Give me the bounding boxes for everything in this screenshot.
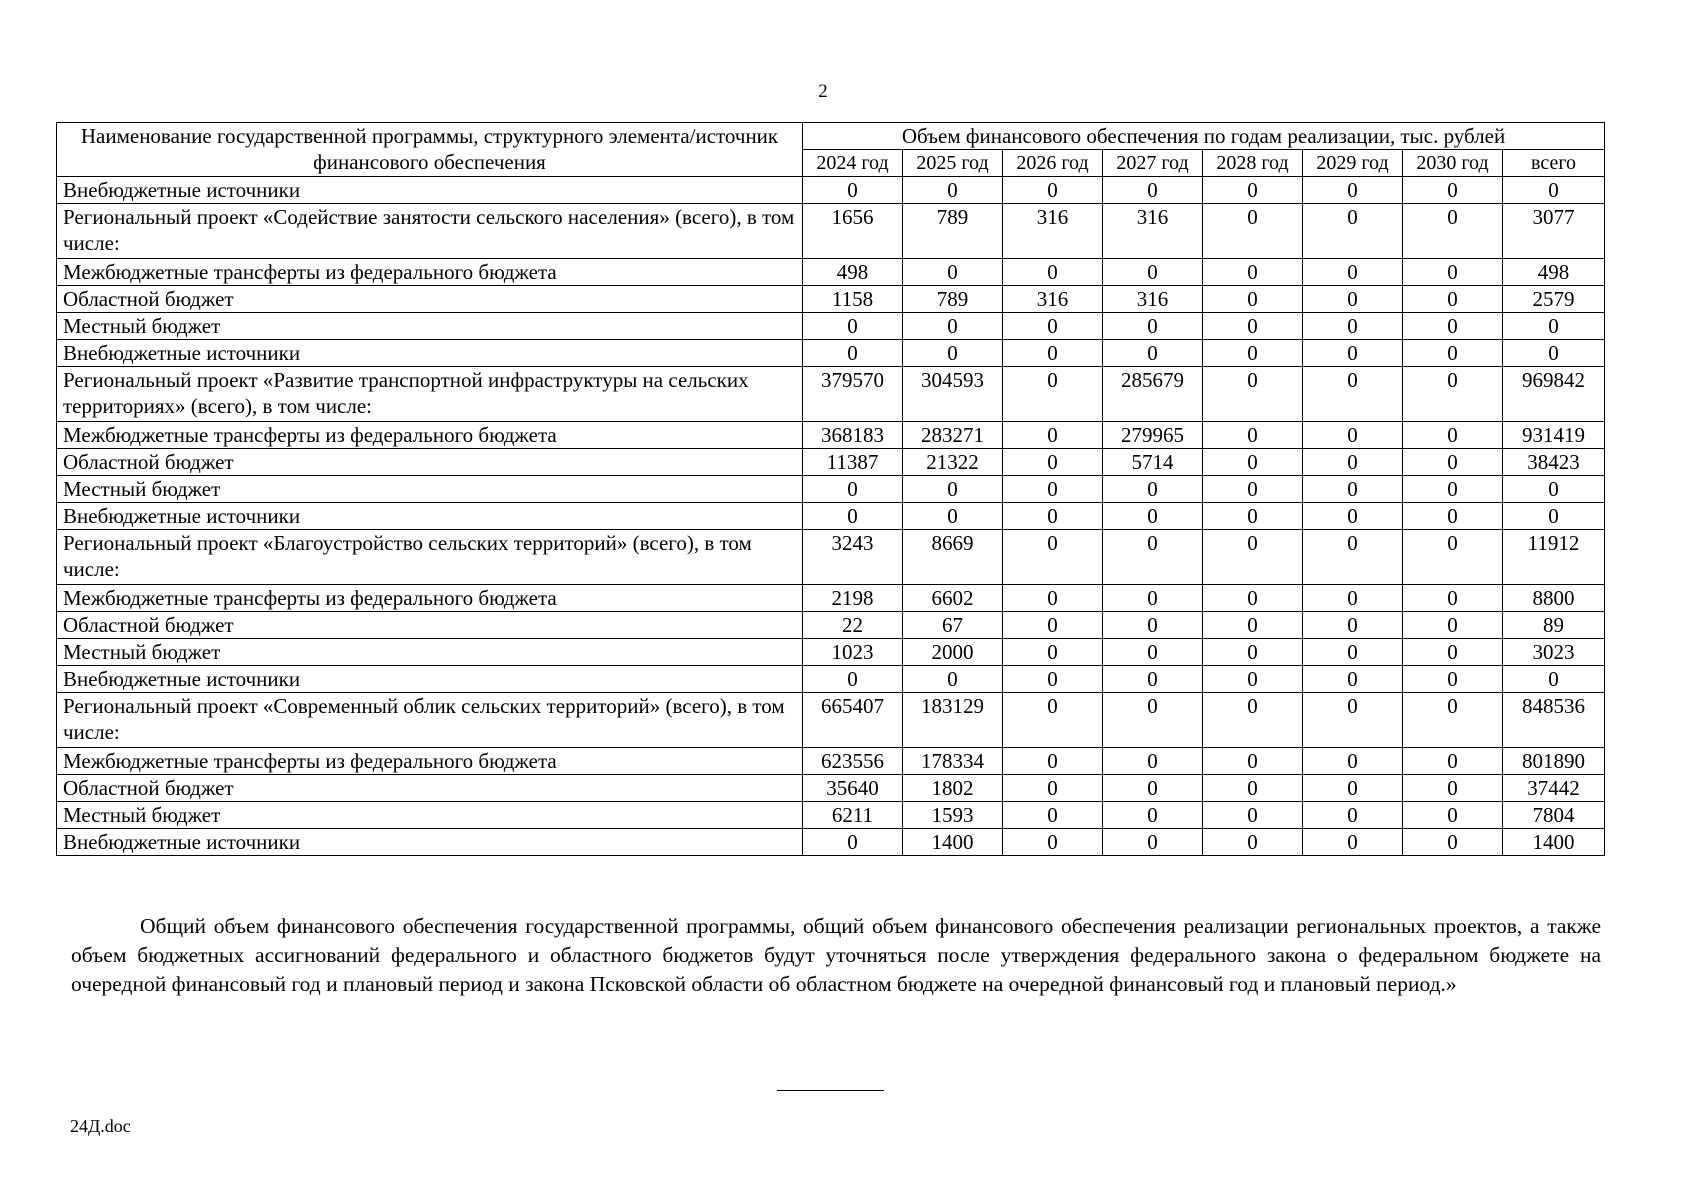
- row-value-cell: 0: [1103, 666, 1203, 693]
- row-value-cell: 1023: [803, 639, 903, 666]
- row-value-cell: 789: [903, 286, 1003, 313]
- table-row: [57, 639, 1605, 666]
- row-name-cell: Межбюджетные трансферты из федерального бюджета: [57, 259, 803, 286]
- row-value-cell: 0: [1103, 802, 1203, 829]
- row-value-cell: 0: [1303, 177, 1403, 204]
- row-value-cell: 0: [1403, 748, 1503, 775]
- table-header: [57, 123, 1605, 177]
- header-year-2030: 2030 год: [1403, 150, 1503, 177]
- row-value-cell: 316: [1103, 204, 1203, 259]
- row-value-cell: 0: [1303, 503, 1403, 530]
- row-value-cell: 0: [1203, 476, 1303, 503]
- row-value-cell: 0: [1203, 748, 1303, 775]
- header-name-column: Наименование государственной программы, структурного элемента/источник финансового обеспечения: [57, 123, 803, 177]
- row-name-cell: Внебюджетные источники: [57, 177, 803, 204]
- row-name-cell: Межбюджетные трансферты из федерального бюджета: [57, 585, 803, 612]
- financing-table: [56, 122, 1605, 856]
- row-total-cell: 3077: [1503, 204, 1605, 259]
- row-value-cell: 0: [1303, 449, 1403, 476]
- row-name-cell: Внебюджетные источники: [57, 666, 803, 693]
- row-value-cell: 35640: [803, 775, 903, 802]
- row-value-cell: 316: [1003, 286, 1103, 313]
- row-value-cell: 0: [803, 666, 903, 693]
- row-value-cell: 11387: [803, 449, 903, 476]
- row-value-cell: 0: [1303, 802, 1403, 829]
- row-value-cell: 0: [1303, 585, 1403, 612]
- row-value-cell: 6211: [803, 802, 903, 829]
- row-value-cell: 6602: [903, 585, 1003, 612]
- row-value-cell: 67: [903, 612, 1003, 639]
- row-value-cell: 0: [1303, 748, 1403, 775]
- row-value-cell: 0: [1003, 612, 1103, 639]
- table-row: [57, 693, 1605, 748]
- header-year-2027: 2027 год: [1103, 150, 1203, 177]
- table-row: [57, 340, 1605, 367]
- row-value-cell: 0: [1303, 422, 1403, 449]
- row-value-cell: 0: [1303, 367, 1403, 422]
- row-value-cell: 279965: [1103, 422, 1203, 449]
- separator-line: [777, 1090, 884, 1091]
- row-value-cell: 178334: [903, 748, 1003, 775]
- row-value-cell: 0: [803, 503, 903, 530]
- concluding-note: Общий объем финансового обеспечения государственной программы, общий объем финансового обеспечения реализации региональных проектов, а также объем бюджетных ассигнований федерального и областного бюджетов будут уточняться после утверждения федерального закона о федеральном бюджете на очередной финансовый год и плановый период и закона Псковской области об областном бюджете на очередной финансовый год и плановый период.»: [71, 914, 1601, 996]
- row-value-cell: 0: [1403, 476, 1503, 503]
- row-value-cell: 0: [1003, 503, 1103, 530]
- row-value-cell: 0: [1103, 693, 1203, 748]
- header-year-2024: 2024 год: [803, 150, 903, 177]
- row-value-cell: 0: [1403, 422, 1503, 449]
- row-value-cell: 0: [1203, 666, 1303, 693]
- row-value-cell: 0: [1403, 639, 1503, 666]
- row-value-cell: 1400: [903, 829, 1003, 856]
- table-body: [57, 177, 1605, 856]
- row-value-cell: 1656: [803, 204, 903, 259]
- row-total-cell: 0: [1503, 340, 1605, 367]
- row-value-cell: 0: [1403, 340, 1503, 367]
- row-value-cell: 0: [803, 340, 903, 367]
- row-value-cell: 304593: [903, 367, 1003, 422]
- table-row: [57, 829, 1605, 856]
- row-value-cell: 0: [1403, 367, 1503, 422]
- row-value-cell: 8669: [903, 530, 1003, 585]
- row-value-cell: 1802: [903, 775, 1003, 802]
- row-name-cell: Внебюджетные источники: [57, 340, 803, 367]
- row-value-cell: 0: [1203, 802, 1303, 829]
- row-value-cell: 0: [1103, 177, 1203, 204]
- table-row: [57, 422, 1605, 449]
- row-name-cell: Межбюджетные трансферты из федерального бюджета: [57, 422, 803, 449]
- row-value-cell: 0: [803, 313, 903, 340]
- row-value-cell: 0: [903, 503, 1003, 530]
- table-row: [57, 585, 1605, 612]
- header-total: всего: [1503, 150, 1605, 177]
- row-value-cell: 1158: [803, 286, 903, 313]
- row-value-cell: 0: [1203, 530, 1303, 585]
- row-value-cell: 665407: [803, 693, 903, 748]
- row-value-cell: 0: [1003, 530, 1103, 585]
- row-name-cell: Межбюджетные трансферты из федерального бюджета: [57, 748, 803, 775]
- header-volume-group: Объем финансового обеспечения по годам реализации, тыс. рублей: [803, 123, 1605, 150]
- row-value-cell: 0: [1303, 639, 1403, 666]
- row-value-cell: 368183: [803, 422, 903, 449]
- row-value-cell: 0: [1103, 612, 1203, 639]
- row-value-cell: 0: [903, 476, 1003, 503]
- row-total-cell: 801890: [1503, 748, 1605, 775]
- row-name-cell: Областной бюджет: [57, 449, 803, 476]
- row-value-cell: 0: [1303, 693, 1403, 748]
- table-row: [57, 204, 1605, 259]
- row-value-cell: 0: [1403, 585, 1503, 612]
- row-value-cell: 0: [1403, 503, 1503, 530]
- row-value-cell: 0: [1003, 802, 1103, 829]
- row-value-cell: 0: [903, 666, 1003, 693]
- row-total-cell: 848536: [1503, 693, 1605, 748]
- row-value-cell: 0: [1303, 286, 1403, 313]
- row-value-cell: 0: [1103, 259, 1203, 286]
- row-value-cell: 0: [803, 829, 903, 856]
- row-value-cell: 0: [903, 313, 1003, 340]
- row-total-cell: 1400: [1503, 829, 1605, 856]
- row-value-cell: 0: [1103, 313, 1203, 340]
- row-value-cell: 0: [1003, 367, 1103, 422]
- header-year-2025: 2025 год: [903, 150, 1003, 177]
- row-value-cell: 0: [1103, 530, 1203, 585]
- table-row: [57, 286, 1605, 313]
- row-name-cell: Местный бюджет: [57, 476, 803, 503]
- row-value-cell: 0: [1203, 259, 1303, 286]
- row-value-cell: 183129: [903, 693, 1003, 748]
- row-value-cell: 1593: [903, 802, 1003, 829]
- row-name-cell: Внебюджетные источники: [57, 503, 803, 530]
- row-value-cell: 0: [1403, 177, 1503, 204]
- row-value-cell: 789: [903, 204, 1003, 259]
- row-total-cell: 38423: [1503, 449, 1605, 476]
- row-name-cell: Региональный проект «Содействие занятости сельского населения» (всего), в том числе:: [57, 204, 803, 259]
- row-value-cell: 623556: [803, 748, 903, 775]
- row-total-cell: 11912: [1503, 530, 1605, 585]
- row-value-cell: 0: [1303, 259, 1403, 286]
- row-value-cell: 0: [1303, 612, 1403, 639]
- row-value-cell: 0: [1303, 476, 1403, 503]
- row-value-cell: 0: [1203, 585, 1303, 612]
- row-value-cell: 0: [1403, 313, 1503, 340]
- row-value-cell: 0: [1403, 530, 1503, 585]
- row-value-cell: 0: [1003, 340, 1103, 367]
- row-value-cell: 0: [1103, 748, 1203, 775]
- row-value-cell: 0: [1003, 449, 1103, 476]
- table-row: [57, 612, 1605, 639]
- row-value-cell: 285679: [1103, 367, 1203, 422]
- row-name-cell: Местный бюджет: [57, 639, 803, 666]
- row-value-cell: 0: [1403, 449, 1503, 476]
- row-name-cell: Региональный проект «Благоустройство сельских территорий» (всего), в том числе:: [57, 530, 803, 585]
- row-value-cell: 0: [1403, 775, 1503, 802]
- row-value-cell: 0: [1003, 313, 1103, 340]
- row-value-cell: 316: [1103, 286, 1203, 313]
- row-value-cell: 0: [1003, 829, 1103, 856]
- row-value-cell: 0: [1203, 639, 1303, 666]
- row-value-cell: 3243: [803, 530, 903, 585]
- row-value-cell: 0: [1003, 259, 1103, 286]
- footer-filename: 24Д.doc: [70, 1116, 131, 1136]
- row-value-cell: 0: [1203, 503, 1303, 530]
- row-value-cell: 0: [1403, 693, 1503, 748]
- row-value-cell: 0: [1203, 612, 1303, 639]
- row-value-cell: 0: [1103, 829, 1203, 856]
- row-value-cell: 0: [1003, 585, 1103, 612]
- row-value-cell: 0: [1003, 748, 1103, 775]
- row-total-cell: 0: [1503, 666, 1605, 693]
- table-row: [57, 748, 1605, 775]
- row-value-cell: 2198: [803, 585, 903, 612]
- row-total-cell: 931419: [1503, 422, 1605, 449]
- row-value-cell: 0: [1403, 802, 1503, 829]
- row-name-cell: Областной бюджет: [57, 775, 803, 802]
- row-name-cell: Внебюджетные источники: [57, 829, 803, 856]
- row-total-cell: 89: [1503, 612, 1605, 639]
- row-value-cell: 0: [1403, 612, 1503, 639]
- row-value-cell: 316: [1003, 204, 1103, 259]
- row-value-cell: 2000: [903, 639, 1003, 666]
- row-value-cell: 0: [1103, 503, 1203, 530]
- table-row: [57, 367, 1605, 422]
- row-value-cell: 0: [1403, 829, 1503, 856]
- row-value-cell: 0: [1203, 449, 1303, 476]
- table-row: [57, 449, 1605, 476]
- row-value-cell: 0: [1003, 693, 1103, 748]
- table-row: [57, 177, 1605, 204]
- row-value-cell: 0: [1403, 286, 1503, 313]
- row-value-cell: 0: [1303, 775, 1403, 802]
- table-row: [57, 476, 1605, 503]
- row-name-cell: Областной бюджет: [57, 286, 803, 313]
- table-row: [57, 530, 1605, 585]
- table-row: [57, 503, 1605, 530]
- row-value-cell: 0: [1003, 666, 1103, 693]
- row-total-cell: 0: [1503, 476, 1605, 503]
- row-value-cell: 0: [1003, 775, 1103, 802]
- row-value-cell: 0: [1303, 340, 1403, 367]
- row-total-cell: 8800: [1503, 585, 1605, 612]
- table-row: [57, 802, 1605, 829]
- table-row: [57, 775, 1605, 802]
- row-value-cell: 0: [1103, 476, 1203, 503]
- row-value-cell: 0: [1203, 775, 1303, 802]
- row-value-cell: 0: [1203, 340, 1303, 367]
- row-value-cell: 0: [903, 259, 1003, 286]
- row-value-cell: 22: [803, 612, 903, 639]
- table-row: [57, 259, 1605, 286]
- row-value-cell: 0: [1303, 313, 1403, 340]
- row-value-cell: 5714: [1103, 449, 1203, 476]
- row-value-cell: 379570: [803, 367, 903, 422]
- row-total-cell: 3023: [1503, 639, 1605, 666]
- row-value-cell: 0: [1403, 259, 1503, 286]
- row-value-cell: 0: [903, 340, 1003, 367]
- row-value-cell: 0: [1203, 313, 1303, 340]
- row-total-cell: 0: [1503, 503, 1605, 530]
- header-year-2029: 2029 год: [1303, 150, 1403, 177]
- row-value-cell: 0: [1003, 177, 1103, 204]
- row-total-cell: 37442: [1503, 775, 1605, 802]
- row-total-cell: 0: [1503, 313, 1605, 340]
- row-name-cell: Областной бюджет: [57, 612, 803, 639]
- header-year-2028: 2028 год: [1203, 150, 1303, 177]
- page-number: 2: [818, 81, 828, 102]
- row-name-cell: Местный бюджет: [57, 313, 803, 340]
- row-value-cell: 0: [1203, 829, 1303, 856]
- row-value-cell: 0: [1303, 666, 1403, 693]
- row-value-cell: 0: [1303, 829, 1403, 856]
- row-total-cell: 498: [1503, 259, 1605, 286]
- table-row: [57, 313, 1605, 340]
- row-value-cell: 0: [1303, 530, 1403, 585]
- row-value-cell: 0: [1303, 204, 1403, 259]
- row-value-cell: 0: [1203, 286, 1303, 313]
- row-name-cell: Региональный проект «Современный облик сельских территорий» (всего), в том числе:: [57, 693, 803, 748]
- row-value-cell: 0: [1103, 775, 1203, 802]
- row-value-cell: 0: [1203, 422, 1303, 449]
- row-name-cell: Региональный проект «Развитие транспортной инфраструктуры на сельских территориях» (всего), в том числе:: [57, 367, 803, 422]
- row-value-cell: 0: [1203, 367, 1303, 422]
- row-value-cell: 283271: [903, 422, 1003, 449]
- row-value-cell: 0: [1103, 585, 1203, 612]
- row-total-cell: 7804: [1503, 802, 1605, 829]
- row-total-cell: 0: [1503, 177, 1605, 204]
- row-total-cell: 2579: [1503, 286, 1605, 313]
- row-value-cell: 498: [803, 259, 903, 286]
- row-value-cell: 0: [1403, 204, 1503, 259]
- row-value-cell: 0: [1003, 422, 1103, 449]
- row-value-cell: 0: [1003, 476, 1103, 503]
- row-value-cell: 0: [803, 476, 903, 503]
- row-value-cell: 0: [1203, 693, 1303, 748]
- header-year-2026: 2026 год: [1003, 150, 1103, 177]
- row-value-cell: 0: [903, 177, 1003, 204]
- row-value-cell: 0: [1203, 177, 1303, 204]
- row-value-cell: 0: [1003, 639, 1103, 666]
- row-value-cell: 0: [1103, 639, 1203, 666]
- row-value-cell: 0: [1103, 340, 1203, 367]
- table-row: [57, 666, 1605, 693]
- row-value-cell: 0: [803, 177, 903, 204]
- row-value-cell: 0: [1203, 204, 1303, 259]
- row-value-cell: 0: [1403, 666, 1503, 693]
- row-value-cell: 21322: [903, 449, 1003, 476]
- row-total-cell: 969842: [1503, 367, 1605, 422]
- row-name-cell: Местный бюджет: [57, 802, 803, 829]
